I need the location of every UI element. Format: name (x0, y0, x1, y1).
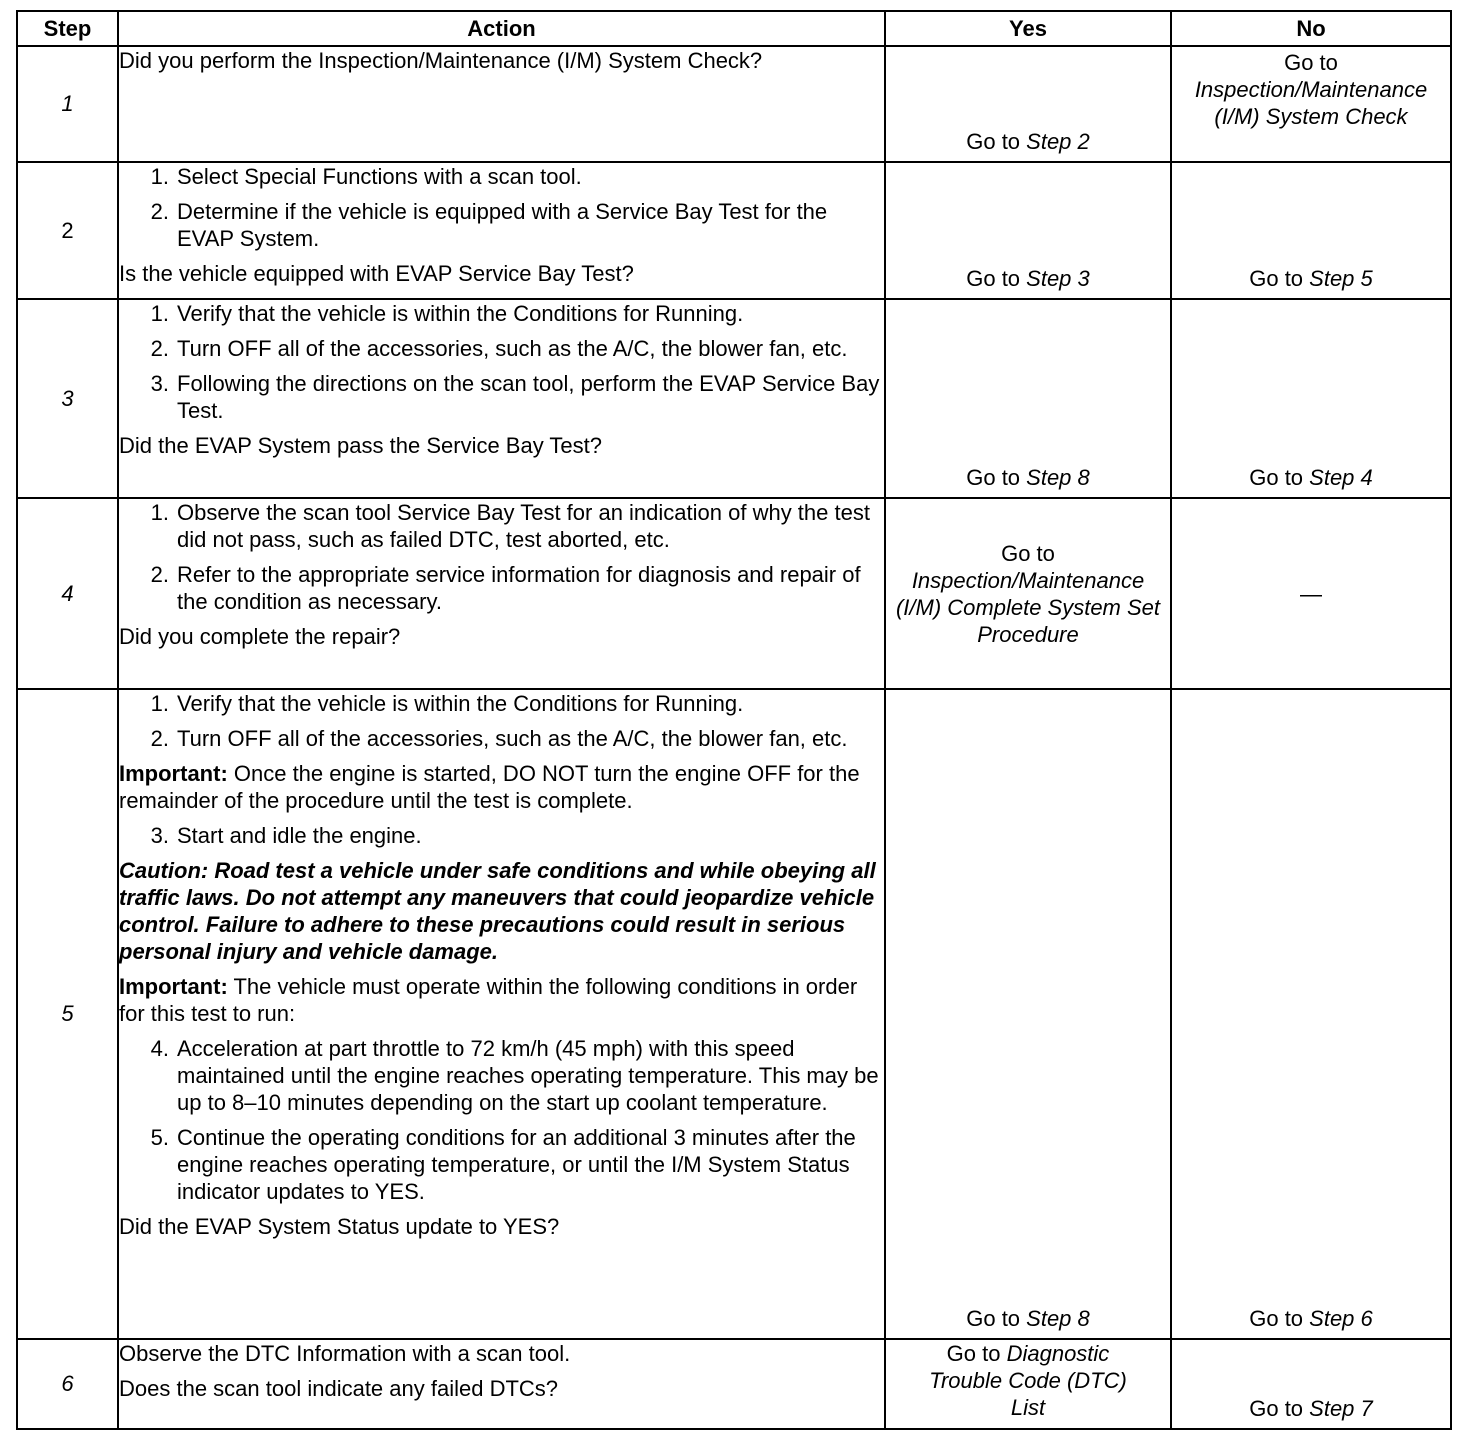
question-text: Did you perform the Inspection/Maintenance (I/M) System Check? (119, 48, 763, 73)
no-cell: Go to Step 7 (1171, 1339, 1451, 1429)
yes-prefix: Go to (966, 129, 1027, 154)
header-no: No (1171, 11, 1451, 46)
no-cell: Go to Step 4 (1171, 299, 1451, 498)
no-prefix: Go to (1284, 50, 1338, 75)
step-number: 5 (17, 689, 118, 1339)
yes-cell: Go to Diagnostic Trouble Code (DTC) List (885, 1339, 1171, 1429)
header-row (17, 11, 1451, 46)
yes-link[interactable]: Step 2 (1026, 129, 1090, 154)
no-link[interactable]: Step 7 (1309, 1396, 1373, 1421)
yes-link[interactable]: Step 8 (1026, 1306, 1090, 1331)
yes-cell: Go to Step 8 (885, 299, 1171, 498)
list-item: 2. Turn OFF all of the accessories, such as the A/C, the blower fan, etc. (150, 336, 848, 361)
no-cell (1171, 46, 1451, 162)
yes-cell: Go to Step 3 (885, 162, 1171, 299)
no-link[interactable]: Step 4 (1309, 465, 1373, 490)
list-item: 2. Turn OFF all of the accessories, such as the A/C, the blower fan, etc. (150, 726, 848, 751)
table-row (17, 498, 1451, 689)
yes-link[interactable]: Step 3 (1026, 266, 1090, 291)
action-cell (118, 46, 885, 162)
list-item: 1. Select Special Functions with a scan tool. (150, 164, 582, 189)
step-number: 4 (17, 498, 118, 689)
no-link[interactable]: Inspection/Maintenance (I/M) System Check (1194, 77, 1428, 129)
step-number: 1 (17, 46, 118, 162)
header-yes: Yes (885, 11, 1171, 46)
step-number: 2 (17, 162, 118, 299)
no-link[interactable]: Step 5 (1309, 266, 1373, 291)
list-item: 5. Continue the operating conditions for an additional 3 minutes after the engine reaches operating temperature, or until the I/M System Status indicator updates to YES. (150, 1125, 856, 1204)
list-item: 2. Determine if the vehicle is equipped with a Service Bay Test for the EVAP System. (150, 199, 828, 251)
list-item: 1. Observe the scan tool Service Bay Test for an indication of why the test did not pass, such as failed DTC, test aborted, etc. (150, 500, 870, 552)
table-row (17, 689, 1451, 1339)
diagnostic-table (16, 10, 1452, 1430)
table-row (17, 299, 1451, 498)
action-cell (118, 498, 885, 689)
action-cell (118, 689, 885, 1339)
list-item: 1. Verify that the vehicle is within the Conditions for Running. (150, 691, 744, 716)
list-item: 2. Refer to the appropriate service information for diagnosis and repair of the condition as necessary. (150, 562, 861, 614)
step-number: 3 (17, 299, 118, 498)
yes-link[interactable]: Inspection/Maintenance (I/M) Complete System Set Procedure (895, 567, 1161, 647)
action-cell (118, 162, 885, 299)
action-cell (118, 1339, 885, 1429)
step-number: 6 (17, 1339, 118, 1429)
no-cell: Go to Step 6 (1171, 689, 1451, 1339)
yes-cell (885, 46, 1171, 162)
question-text: Does the scan tool indicate any failed DTCs? (119, 1376, 559, 1401)
question-text: Is the vehicle equipped with EVAP Service Bay Test? (119, 261, 634, 286)
header-action: Action (118, 11, 885, 46)
action-text: Observe the DTC Information with a scan tool. (119, 1341, 571, 1366)
yes-cell: Go to Step 8 (885, 689, 1171, 1339)
table-row (17, 162, 1451, 299)
list-item: 3. Start and idle the engine. (150, 823, 422, 848)
no-link[interactable]: Step 6 (1309, 1306, 1373, 1331)
yes-link[interactable]: Diagnostic Trouble Code (DTC) List (929, 1341, 1127, 1420)
table-row (17, 1339, 1451, 1429)
table-row (17, 46, 1451, 162)
list-item: 4. Acceleration at part throttle to 72 km/h (45 mph) with this speed maintained until the engine reaches operating temperature. This may be up to 8–10 minutes depending on the start up coolant temperature. (150, 1036, 879, 1115)
important-note: Important: Once the engine is started, DO NOT turn the engine OFF for the remainder of the procedure until the test is complete. (119, 761, 860, 813)
action-cell (118, 299, 885, 498)
yes-link[interactable]: Step 8 (1026, 465, 1090, 490)
yes-cell: Go to Inspection/Maintenance (I/M) Complete System Set Procedure (885, 498, 1171, 689)
question-text: Did the EVAP System pass the Service Bay Test? (119, 433, 603, 458)
question-text: Did the EVAP System Status update to YES? (119, 1214, 560, 1239)
no-cell (1171, 498, 1451, 689)
no-cell: Go to Step 5 (1171, 162, 1451, 299)
list-item: 1. Verify that the vehicle is within the Conditions for Running. (150, 301, 744, 326)
header-step: Step (17, 11, 118, 46)
caution-note: Caution: Road test a vehicle under safe conditions and while obeying all traffic laws. Do not attempt any maneuvers that could jeopardize vehicle control. Failure to adhere to these precautions could result in serious personal injury and vehicle damage. (119, 858, 876, 964)
question-text: Did you complete the repair? (119, 624, 401, 649)
no-value: — (1300, 581, 1322, 606)
list-item: 3. Following the directions on the scan tool, perform the EVAP Service Bay Test. (150, 371, 880, 423)
important-note: Important: The vehicle must operate within the following conditions in order for this test to run: (119, 974, 858, 1026)
